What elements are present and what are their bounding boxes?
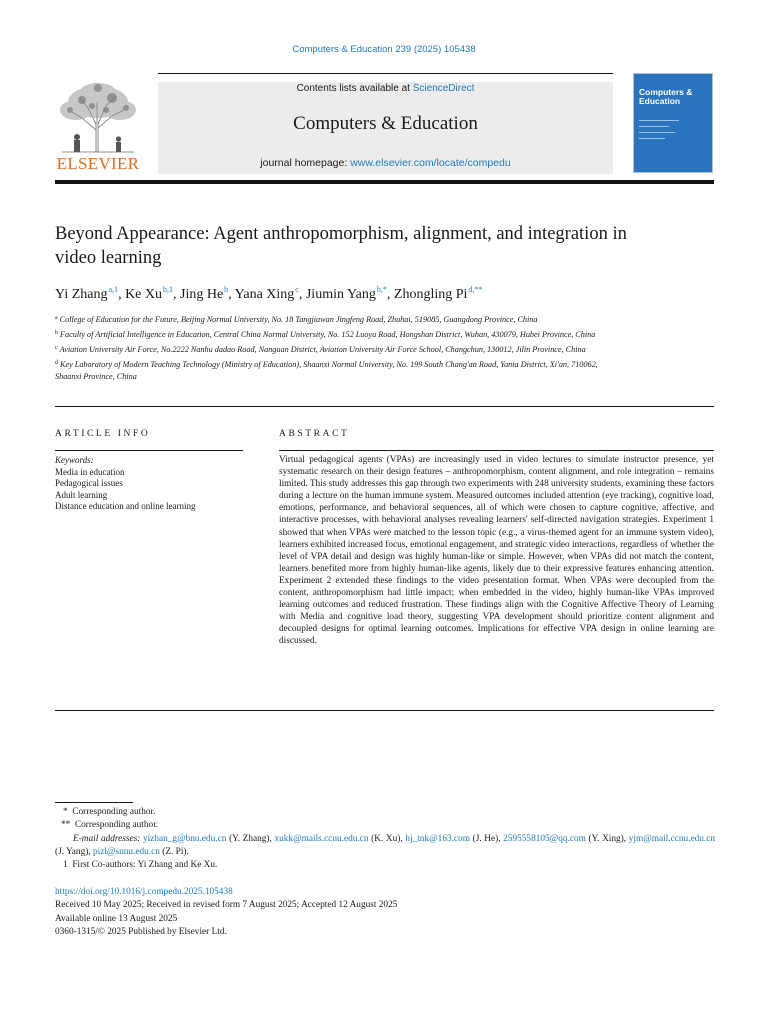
email-owner: (J. Yang), [55, 846, 91, 857]
affiliation-list [55, 312, 615, 384]
abstract-divider [279, 450, 714, 451]
email-label: E-mail addresses: [73, 833, 141, 844]
cover-title: Computers & Education [639, 87, 693, 106]
author-name: Yi Zhang [55, 287, 108, 302]
affiliation-divider [55, 406, 714, 407]
affiliation-item [55, 327, 615, 341]
author-affiliation-mark[interactable]: b,1 [163, 285, 173, 294]
journal-homepage-line [158, 157, 613, 169]
copyright-line: 0360-1315/© 2025 Published by Elsevier Ltd. [55, 927, 227, 938]
abstract-end-divider [55, 710, 714, 711]
cover-text-line [639, 138, 665, 139]
author-name: Jing He [180, 287, 224, 302]
affiliation-mark: a [55, 315, 58, 321]
footnote-text: First Co-authors: Yi Zhang and Ke Xu. [72, 860, 218, 871]
footnote-mark: * [63, 807, 68, 817]
header-top-rule [158, 73, 613, 74]
affiliation-mark: d [55, 360, 58, 366]
affiliation-item [55, 312, 615, 326]
email-owner: (J. He), [472, 833, 501, 844]
journal-title: Computers & Education [293, 113, 478, 134]
email-link[interactable]: 2595558105@qq.com [503, 833, 586, 844]
email-link[interactable]: yjm@mail.ccnu.edu.cn [628, 833, 716, 844]
affiliation-text: Key Laboratory of Modern Teaching Technology (Ministry of Education), Shaanxi Normal University, No. 199 South Chang'an Road, Yanta District, Xi'an, 710062, Shaanxi Province, China [55, 360, 598, 381]
affiliation-text: Faculty of Artificial Intelligence in Education, Central China Normal University, No. 152 Luoyu Road, Hongshan District, Wuhan, 430079, Hubei Province, China [60, 330, 596, 339]
abstract-heading: ABSTRACT [279, 429, 350, 439]
publication-history: Received 10 May 2025; Received in revised form 7 August 2025; Accepted 12 August 2025 [55, 900, 398, 911]
footnote-text: Corresponding author. [72, 807, 156, 817]
homepage-prefix: journal homepage: [260, 157, 351, 169]
contents-prefix: Contents lists available at [296, 83, 413, 94]
footnote-rule [55, 802, 133, 803]
email-link[interactable]: yizhan_g@bnu.edu.cn [143, 833, 227, 844]
author-name: Ke Xu [125, 287, 162, 302]
author-list: Yi Zhang$^{a,1}$, Ke Xu$^{b,1}$, Jing He$^b$, Yana Xing$^c$, Jiumin Yang$^{b,*}$, Zhongling $Pi^{d,**}$ [55, 285, 483, 302]
footnote-mark: 1 [63, 860, 68, 871]
email-owner: (Y. Xing), [588, 833, 627, 844]
sciencedirect-link[interactable]: ScienceDirect [412, 83, 475, 94]
author-affiliation-mark[interactable]: c [295, 285, 299, 294]
keyword-item: Distance education and online learning [55, 501, 196, 512]
cover-text-line [639, 126, 669, 127]
author-name: Zhongling Pi [393, 287, 468, 302]
cover-text-line [639, 120, 679, 121]
article-title: Beyond Appearance: Agent anthropomorphism, alignment, and integration in video learning [55, 224, 627, 268]
keyword-item: Pedagogical issues [55, 478, 123, 489]
affiliation-text: College of Education for the Future, Beijing Normal University, No. 18 Tangjiawan Jingfeng Road, Zhuhai, 519085, Guangdong Province, China [59, 315, 538, 324]
doi-link[interactable]: https://doi.org/10.1016/j.compedu.2025.105438 [55, 887, 233, 897]
abstract-text: Virtual pedagogical agents (VPAs) are increasingly used in video lectures to simulate instructor presence, yet systematic research on their design features – anthropomorphism, content alignment, and role integration – remains limited. This study addresses this gap through two experiments with 248 university students, examining these factors during a lecture on the human immune system. Measured outcomes included attention (eye tracking), cognitive load, emotions, performance, and behavioral sequences, all of which were chosen to capture cognitive, affective, and interactive processes, with behavioral analyses revealing learners' self-directed navigation strategies. Experiment 1 showed that when VPAs were matched to the lesson topic (e.g., a virus-themed agent for an immune system video), learners exhibited increased focus, emotional engagement, and strategic video interactions, regardless of whether the level of VPA detail and design was highly human-like or simple. However, when VPAs did not match the content, learners benefited more from highly human-like agents, likely due to their expressive features enhancing attention. Experiment 2 extended these findings to the video presentation format. When VPAs were decoupled from the content, anthropomorphism had little impact; when embedded in the video, highly human-like VPAs improved learning outcomes and reduced frustration. These findings align with the Cognitive Affective Theory of Learning with Media and cognitive load theory, suggesting VPA development should prioritize content alignment and decoupled designs for optimal learning outcomes. Implications for effective VPA design in online learning are discussed. [279, 455, 714, 647]
footnotes [55, 806, 715, 872]
corresponding-author-note [55, 819, 715, 832]
journal-cover-thumbnail[interactable] [633, 73, 713, 173]
header-bottom-rule [55, 180, 714, 184]
email-link[interactable]: hj_tnk@163.com [405, 833, 470, 844]
author-affiliation-mark[interactable]: a,1 [108, 285, 119, 294]
publisher-wordmark: ELSEVIER [56, 154, 140, 173]
keyword-item: Adult learning [55, 489, 108, 500]
email-link[interactable]: pizl@snnu.edu.cn [92, 846, 160, 857]
journal-reference-link[interactable]: Computers & Education 239 (2025) 105438 [292, 44, 476, 55]
email-owner: (Y. Zhang), [229, 833, 272, 844]
author-affiliation-mark[interactable]: d,** [468, 285, 483, 294]
email-owner: (Z. Pi). [162, 846, 189, 857]
keywords-block [55, 455, 255, 513]
article-info-heading: ARTICLE INFO [55, 429, 151, 439]
contents-availability-line [158, 83, 613, 94]
cofirst-author-note [55, 859, 715, 872]
affiliation-item [55, 342, 615, 356]
author-name: Jiumin Yang [305, 287, 376, 302]
affiliation-mark: b [55, 330, 58, 336]
author-affiliation-mark[interactable]: b [224, 285, 229, 294]
affiliation-mark: c [55, 345, 58, 351]
available-online: Available online 13 August 2025 [55, 913, 178, 924]
affiliation-item [55, 357, 615, 383]
email-addresses [55, 833, 715, 860]
keyword-item: Media in education [55, 466, 125, 477]
keywords-label: Keywords: [55, 455, 94, 465]
cover-text-line [639, 132, 675, 133]
author-affiliation-mark[interactable]: b,* [376, 285, 387, 294]
email-link[interactable]: xukk@mails.ccnu.edu.cn [274, 833, 369, 844]
footnote-mark: ** [61, 820, 71, 831]
article-info-divider [55, 450, 243, 451]
email-owner: (K. Xu), [371, 833, 403, 844]
author-name: Yana Xing [234, 287, 295, 302]
footnote-text: Corresponding author. [74, 820, 159, 831]
publication-info [55, 886, 715, 940]
affiliation-text: Aviation University Air Force, No.2222 Nanhu dadao Road, Nanguan District, Aviation University Air Force School, Changchun, 130012, Jilin Province, China [59, 345, 586, 354]
journal-homepage-link[interactable]: www.elsevier.com/locate/compedu [350, 157, 511, 169]
keyword-list [55, 467, 255, 513]
corresponding-author-note [55, 806, 715, 819]
